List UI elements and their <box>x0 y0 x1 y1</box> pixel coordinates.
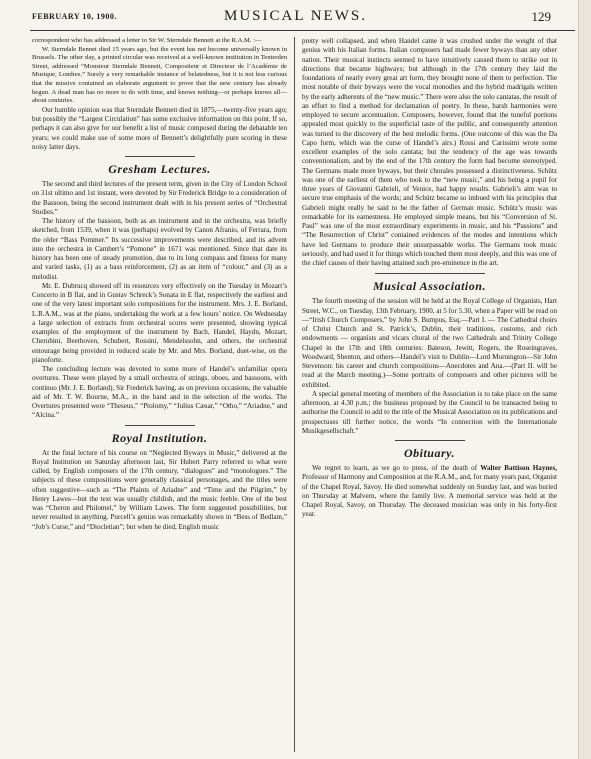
masthead-title: MUSICAL NEWS. <box>224 8 367 24</box>
right-column <box>302 37 557 520</box>
issue-date: FEBRUARY 10, 1900. <box>32 12 117 21</box>
section-divider <box>125 156 195 157</box>
gresham-paragraph-3: Mr. E. Dubrucq showed off its resources very effectively on the Tuesday in Mozart’s Concerto in B flat, and in Gustav Schreck’s Sonata in E flat, respectively the earliest and one of the very latest important solo compositions for the instrument. Mrs. J. E. Borland, L.R.A.M., was at the piano, undertaking the work at a few hours’ notice. On Wednesday a large selection of extracts from orchestral scores were presented, showing typical examples of the employment of the instrument by Bach, Handel, Haydn, Mozart, Cherubini, Beethoven, Schubert, Rossini, Mendelssohn, and others, the orchestral entourage being provided in reduced scale by Mr. and Mrs. Borland, duet-wise, on the pianoforte. <box>32 281 287 364</box>
obituary-paragraph <box>302 464 557 520</box>
header-rule <box>30 30 575 31</box>
royal-institution-paragraph: At the final lecture of his course on “Neglected Byways in Music,” delivered at the Royal Institution on Saturday afternoon last, Sir Hubert Parry referred to what were called, by English composers of the 17th century, “dialogues” and “monologues.” The subjects of these compositions were generally classical personages, and the titles were often suggestive—such as “The Plaints of Ariadne” and “Time and the Pilgrim,” by Henry Lawes—but the text was usually childish, and the music feeble. One of the best was “Cheron and Philomel,” by William Lawes. The form suggested possibilities, but never resulted in anything. Purcell’s genius was remarkably shown in “Bess of Bedlam,” “Job’s Curse,” and “Diocletian”; but when he died, English music <box>32 448 287 531</box>
gresham-paragraph-4: The concluding lecture was devoted to some more of Handel’s unfamiliar opera overtures. These were played by a small orchestra of strings, oboes, and bassoons, with continuo (Mr. J. E. Borland), Sir Frederick having, as on previous occasions, the valuable aid of Mr. T. W. Bourne, M.A., in the band and in the selection of the works. The Overtures presented were “Theseus,” “Ptolomy,” “Julius Cæsar,” “Otho,” “Ariadne,” and “Alcina.” <box>32 365 287 420</box>
section-divider <box>125 425 195 426</box>
section-divider <box>395 440 465 441</box>
royal-institution-heading: Royal Institution. <box>111 430 208 445</box>
column-divider <box>294 37 295 752</box>
gresham-paragraph-2: The history of the bassoon, both as an instrument and in the orchestra, was briefly sketched, from 1539, when it was (perhaps) evolved by Canon Afranio, of Ferrara, from the older “Bass Pommer.” Its successive improvements were described, and its advent into the orchestra in Cambert’s “Pomone” in 1671 was mentioned. Since that date its history has been one of steady promotion, due to its long compass and fitness for many and varied tasks, (1) as a bass reinforcement, (2) as an item of “colour,” and (3) as a melodist. <box>32 217 287 281</box>
section-divider <box>375 273 485 274</box>
gresham-lectures-heading: Gresham Lectures. <box>108 162 211 176</box>
obituary-heading: Obituary. <box>403 446 456 460</box>
page-edge <box>578 0 591 759</box>
editorial-paragraph: Our humble opinion was that Sterndale Bennett died in 1875,—twenty-five years ago; but possibly the “Largest Circulation” has some exclusive information on this point. If so, perhaps it can also give for our benefit a list of music composed during the debatable ten years; we could make use of some more of Bennett’s delightfully pure scoring in these noisy latter days. <box>32 105 288 151</box>
gresham-paragraph-1: The second and third lectures of the present term, given in the City of London School on 31st ultimo and 1st instant, were devoted by Sir Frederick Bridge to a consideration of the Bassoon, being the second instrument dealt with in his present series of “Orchestral Studies.” <box>32 180 287 216</box>
intro-paragraph: correspondent who has addressed a letter to Sir W. Sterndale Bennett at the R.A.M. :— <box>32 37 262 44</box>
musical-association-heading: Musical Association. <box>373 279 486 294</box>
musical-association-paragraph-1: The fourth meeting of the session will be held at the Royal College of Organists, Hart Street, W.C., on Tuesday, 13th February, 1900, at 5 for 5.30, when a Paper will be read on—“Irish Church Composers,” by John S. Bumpus, Esq.—Part I. — The Cathedral choirs of Christ Church and St. Patrick’s, Dublin, their traditions, customs, and rich endowments — organists and vicars choral of the two Cathedrals and Trinity College Chapel in the 17th and 18th centuries: Bateson, Jewitt, Rogers, the Roseingraves, Woodward, Shenton, and others—Handel’s visit to Dublin—Lord Mornington—Sir John Stevenson: his career and church compositions—Anecdotes and Ana.—(Part II. will be read at the March meeting.)—Some portraits of composers and other pictures will be exhibited. <box>302 297 557 389</box>
page-number: 129 <box>531 9 551 24</box>
quoted-notice-paragraph: W. Sterndale Bennet died 15 years ago, but the event has not become universally known in Brussels. The other day, a printed circular was received at a well-known institution in Tenterden Street, addressed “Monsieur Sterndale Bennett, Compositeur et Directeur de l’Académie de Musique, Londres.” Surely a very remarkable instance of belatedness, but it is not less curious that the missive contained an elaborate argument to prove that the new century has already begun. A dead man has no more to do with time, and knows nothing—or perhaps knows all—about centuries. <box>32 45 287 105</box>
obituary-rest: Professor of Harmony and Composition at the R.A.M., and, for many years past, Organist of the Chapel Royal, Savoy. He died somewhat suddenly on Sunday last, and was buried on Thursday at Malvern, where the family live. A memorial service was held at the Chapel Royal, Savoy, on Thursday. The deceased musician was only in his forty-first year. <box>302 473 558 519</box>
continued-paragraph: pretty well collapsed, and when Handel came it was crushed under the weight of that genius with his Italian forms. Italian composers had made fewer byways than any other nation. Their musical instincts seemed to have intuitively caused them to strike out in directions that became highways; but although in the 17th century they laid the foundations of nearly every great art form, they brought none of them to perfection. The most notable of their byways were the vocal monodies and the hybrid madrigals written by the early adherents of the “new music.” There were also the solo cantatas, the result of an effort to find a method for declamation of poetry. In these, harsh harmonies were employed to secure accentuation. Composers, however, found that the tuneful portions appealed most quickly to the superficial taste of the public, and consequently attention was turned to the discovery of the best melodic forms. (One outcome of this was the Da Capo form, which was the curse of Handel’s airs.) Rossi and Carissimi wrote some excellent examples of the solo cantata; but the tendency of the age was towards conventionalism, and by the end of the 17th century the form had become stereotyped. The Germans made more byways, but their chorales possessed a distinctiveness. Schütz was one of the earliest of them who took to the “new music,” and his being a pupil for three years of Giovanni Gabrieli, of Venice, had happy results. Gabrieli’s aim was to secure true emphasis of the words; and Schütz became so imbued with his principles that Gabrieli might really be said to be the father of German music. Schütz’s music was remarkable for its earnestness. He employed simple means, but his “Conversion of St. Paul” was one of the most extraordinary experiments in music, and his “Passions” and “The Resurrection of Christ” contained evidences of the modes and intentions which have led Germans to produce their unsurpassable works. The Germans took music seriously, and had used it for things which touched them most deeply, and this was one of the chief causes of their having attained such pre-eminence in the art. <box>302 37 557 267</box>
obituary-lead: We regret to learn, as we go to press, of the death of <box>312 464 481 472</box>
left-column <box>32 37 287 532</box>
musical-association-paragraph-2: A special general meeting of members of the Association is to take place on the same afternoon, at 4.30 p.m.; the business proposed by the Council to be transacted being to authorise the Council to add to the title of the Musical Association on its publications and prospectuses till further notice, the words “In connection with the Internationale Musikgesellschaft.” <box>302 389 557 435</box>
deceased-name: Walter Battison Haynes, <box>480 464 557 472</box>
